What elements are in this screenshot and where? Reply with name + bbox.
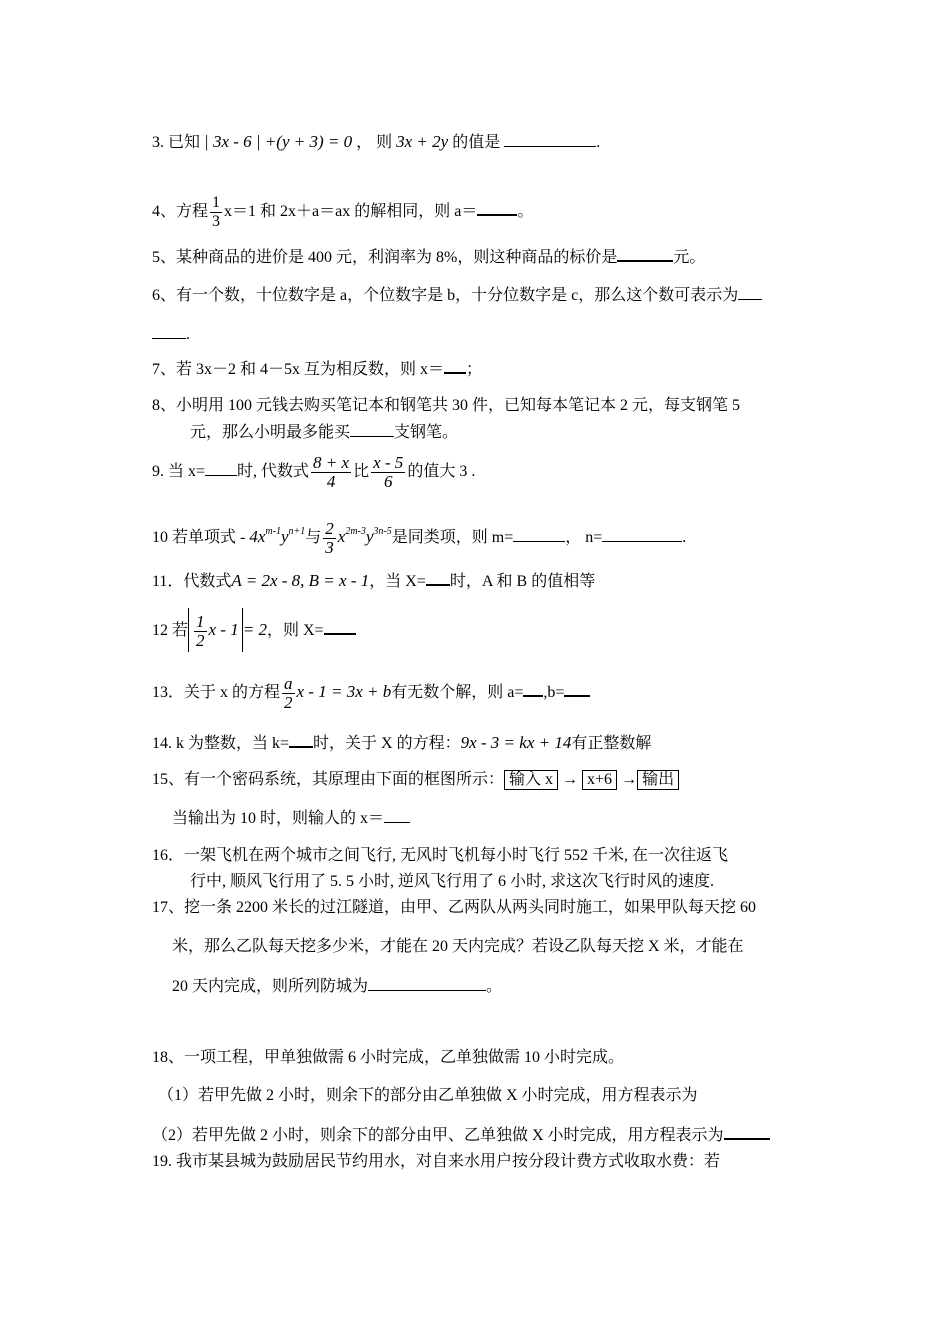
answer-blank[interactable]: [289, 732, 313, 748]
answer-blank[interactable]: [324, 619, 356, 635]
question-11: [152, 570, 595, 592]
arrow-right-icon: →: [621, 771, 638, 788]
question-12: [152, 608, 356, 653]
q11-mid: ，当 X=: [369, 573, 426, 590]
frac-denominator: 6: [383, 471, 393, 491]
answer-blank[interactable]: [368, 976, 486, 991]
question-4: [152, 194, 533, 231]
answer-blank[interactable]: [724, 1124, 770, 1140]
answer-blank-cont[interactable]: [152, 324, 186, 339]
question-15: [152, 770, 679, 790]
flow-box-output: 输出: [637, 770, 679, 790]
question-13: [152, 670, 590, 715]
q17-end: 。: [486, 978, 503, 995]
q14-suffix: 有正整数解: [571, 735, 652, 752]
question-5: [152, 246, 705, 268]
q3-expression: 3x + 2y: [396, 132, 449, 151]
q12-eq: = 2: [242, 620, 267, 639]
q4-end: 。: [517, 203, 534, 221]
q9-fraction-2: [371, 454, 405, 491]
answer-blank[interactable]: [504, 132, 596, 147]
q10-prefix: 10 若单项式 -: [152, 529, 246, 546]
q10-exp: 2m-3: [345, 526, 366, 537]
frac-numerator: 1: [196, 611, 205, 631]
q11-prefix: 11．代数式: [152, 573, 232, 590]
q18-line1: 18、一项工程，甲单独做需 6 小时完成，乙单独做需 10 小时完成。: [152, 1049, 625, 1066]
q9-bi: 比: [353, 463, 370, 480]
q15-text: 15、有一个密码系统，其原理由下面的框图所示：: [152, 771, 505, 788]
q12-absolute-value: [188, 608, 243, 652]
q7-text: 7、若 3x－2 和 4－5x 互为相反数，则 x＝: [152, 361, 445, 378]
question-18: [152, 1048, 624, 1068]
question-10: [152, 510, 686, 560]
frac-numerator: 1: [212, 194, 221, 211]
question-16-cont: [190, 872, 714, 892]
answer-blank[interactable]: [477, 200, 517, 216]
question-7: [152, 358, 482, 380]
q13-mid: 有无数个解，则 a=: [391, 684, 524, 701]
q15-line2: 当输出为 10 时，则输人的 x＝: [172, 810, 385, 827]
q14-mid: 时，关于 X 的方程：: [313, 735, 461, 752]
q11-expression: A = 2x - 8, B = x - 1: [231, 571, 370, 590]
answer-blank[interactable]: [738, 285, 762, 300]
q16-line2: 行中, 顺风飞行用了 5. 5 小时, 逆风飞行用了 6 小时, 求这次飞行时风的速度.: [190, 873, 715, 890]
q12-prefix: 12 若: [152, 622, 189, 639]
question-3: [152, 132, 600, 153]
q10-term-x2: x: [337, 527, 346, 546]
q3-equation: | 3x - 6 | +(y + 3) = 0: [204, 132, 353, 151]
frac-denominator: 3: [212, 213, 221, 230]
frac-denominator: 2: [284, 692, 293, 712]
question-15-cont: [172, 808, 410, 829]
q17-line3: 20 天内完成，则所列防城为: [172, 978, 369, 995]
q6-text: 6、有一个数，十位数字是 a，个位数字是 b，十分位数字是 c，那么这个数可表示为: [152, 287, 739, 304]
q8-line2b: 支钢笔。: [394, 424, 459, 441]
arrow-right-icon: →: [562, 771, 579, 788]
frac-numerator: x - 5: [373, 452, 404, 472]
answer-blank[interactable]: [205, 461, 237, 476]
q5-end: 元。: [673, 249, 706, 266]
q8-line1: 8、小明用 100 元钱去购买笔记本和钢笔共 30 件，已知每本笔记本 2 元，每支钢笔 5: [152, 397, 741, 414]
q13-mid2: ,b=: [543, 684, 565, 701]
frac-denominator: 3: [325, 537, 334, 557]
answer-blank[interactable]: [350, 422, 394, 437]
q7-end: ；: [466, 361, 483, 378]
answer-blank[interactable]: [426, 570, 450, 586]
q17-line2: 米，那么乙队每天挖多少米，才能在 20 天内完成？若设乙队每天挖 X 米，才能在: [172, 938, 744, 955]
q3-mid: ， 则: [356, 134, 393, 151]
q9-fraction-1: [311, 454, 351, 491]
q4-text: x＝1 和 2x＋a＝ax 的解相同，则 a＝: [224, 203, 478, 221]
q4-fraction: [210, 194, 222, 231]
question-16: [152, 846, 728, 866]
q13-expression: x - 1 = 3x + b: [296, 682, 392, 701]
answer-blank-a[interactable]: [523, 681, 543, 697]
question-6-cont: [152, 324, 190, 345]
q10-term-y: y: [280, 527, 289, 546]
question-18-part2: [152, 1124, 770, 1146]
q14-prefix: 14. k 为整数，当 k=: [152, 735, 290, 752]
answer-blank[interactable]: [384, 808, 410, 823]
q10-term-x: 4x: [249, 527, 266, 546]
q12-fraction: [194, 613, 207, 650]
question-17-cont2: [172, 976, 502, 997]
q3-suffix: 的值是: [452, 134, 501, 151]
frac-numerator: 2: [325, 518, 334, 538]
question-17-cont1: [172, 937, 744, 957]
question-9: [152, 450, 475, 494]
q10-exp: m-1: [265, 526, 281, 537]
q3-end: .: [596, 134, 601, 151]
q18-line2: （1）若甲先做 2 小时，则余下的部分由乙单独做 X 小时完成，用方程表示为: [158, 1087, 698, 1104]
answer-blank-b[interactable]: [564, 681, 590, 697]
q18-line3: （2）若甲先做 2 小时，则余下的部分由甲、乙单独做 X 小时完成，用方程表示为: [152, 1127, 724, 1144]
q10-comma: ， n=: [565, 529, 603, 546]
q9-suffix: 的值大 3 .: [407, 463, 476, 480]
q19-text: 19. 我市某县城为鼓励居民节约用水，对自来水用户按分段计费方式收取水费：若: [152, 1153, 721, 1170]
q10-exp: n+1: [288, 526, 306, 537]
q11-suffix: 时，A 和 B 的值相等: [449, 573, 596, 590]
question-8: [152, 396, 740, 416]
question-17: [152, 898, 756, 918]
q10-mid: 是同类项，则 m=: [391, 529, 514, 546]
frac-denominator: 4: [326, 471, 336, 491]
q10-fraction: [323, 520, 336, 557]
frac-numerator: 8 + x: [313, 452, 350, 472]
question-8-cont: [190, 422, 458, 443]
q9-prefix: 9. 当 x=: [152, 463, 206, 480]
flow-box-input: 输入 x: [504, 770, 558, 790]
question-18-part1: [158, 1086, 698, 1106]
q17-line1: 17、挖一条 2200 米长的过江隧道，由甲、乙两队从两头同时施工，如果甲队每天挖 60: [152, 899, 757, 916]
q10-yu: 与: [305, 529, 322, 546]
q10-exp: 3n-5: [373, 526, 392, 537]
q14-expression: 9x - 3 = kx + 14: [460, 733, 572, 752]
q6-end: .: [186, 326, 190, 343]
q8-line2a: 元，那么小明最多能买: [190, 424, 351, 441]
q5-text: 5、某种商品的进价是 400 元，利润率为 8%，则这种商品的标价是: [152, 249, 618, 266]
q10-end: .: [682, 529, 687, 546]
answer-blank-m[interactable]: [513, 527, 565, 542]
q13-prefix: 13．关于 x 的方程: [152, 684, 281, 701]
q16-line1: 16．一架飞机在两个城市之间飞行, 无风时飞机每小时飞行 552 千米, 在一次往返飞: [152, 847, 729, 864]
frac-numerator: a: [284, 673, 293, 693]
answer-blank[interactable]: [444, 358, 466, 374]
q10-term-y2: y: [365, 527, 374, 546]
question-19: [152, 1152, 720, 1172]
question-14: [152, 732, 651, 754]
q13-fraction: [282, 675, 295, 712]
answer-blank-n[interactable]: [602, 527, 682, 542]
q4-prefix: 4、方程: [152, 203, 209, 221]
question-6: [152, 285, 762, 306]
q9-mid: 时, 代数式: [237, 463, 310, 480]
flow-box-process: x+6: [582, 770, 617, 790]
frac-denominator: 2: [196, 630, 205, 650]
q12-mid: ，则 X=: [266, 622, 324, 639]
q12-rest: x - 1: [208, 620, 239, 639]
answer-blank[interactable]: [617, 246, 673, 262]
q3-prefix: 3. 已知: [152, 134, 201, 151]
